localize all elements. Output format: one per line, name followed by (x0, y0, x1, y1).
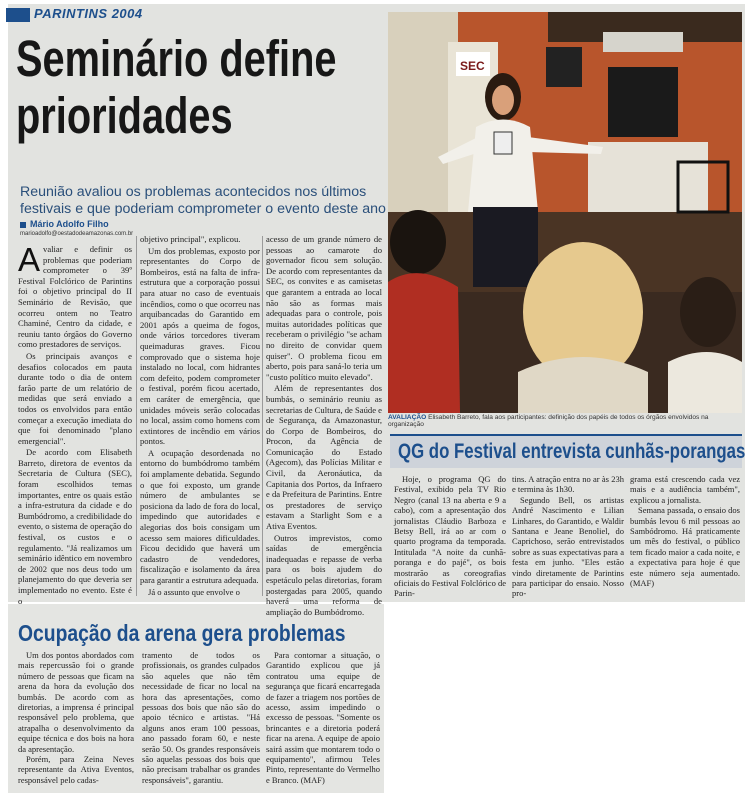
box-column-3 (630, 474, 740, 588)
second-paragraph: tramento de todos os profissionais, os grandes culpados são aqueles que não têm necessidade de ficar no local na hora das apresentações, como pessoas dos bois que não são do apoio técnico e artistas. "Há alguns anos eram 100 pessoas, ano passado foram 60, e neste serão 50. Os grandes responsáveis são aquelas pessoas dos bois que não precisam trabalhar os grandes responsáveis", garantiu. (142, 650, 260, 785)
article-paragraph: Os principais avanços e desafios colocados em pauta durante todo o dia de ontem farão parte de um relatório de medidas que será enviado a todos os envolvidos para então começar a execução imediata do que foi denominado "plano emergencial". (18, 350, 132, 446)
box-column-1 (394, 474, 506, 599)
article-paragraph: Um dos problemas, exposto por representantes do Corpo de Bombeiros, está na falta de infra-estrutura que a corporação possui para atuar no caso de eventuais incêndios, como o que ocorreu nas arquibancadas do Garantido em 2001 após a queima de fogos, onde vários torcedores tiveram queimaduras graves. Ficou comprovado que o sistema hoje instalado no local, com hidrantes com defeito, podem comprometer o festival, porém ficou acertado, em caráter de emergência, que unidades móveis serão colocadas no local, assim como homens com extintores de incêndio em vários pontos. (140, 245, 260, 447)
box-paragraph: Segundo Bell, os artistas André Nascimento e Lilian Linhares, do Garantido, e Waldir Santana e Jeane Benoliel, do Caprichoso, serão entrevistados sobre as suas expectativas para a festa em junho. "Eles estão vindo diretamente de Parintins para participar do ensaio. Nosso pro- (512, 494, 624, 599)
photo-speaker (388, 12, 742, 413)
deck: Reunião avaliou os problemas acontecidos nos últimos festivais e que poderiam comprometer o evento deste ano (20, 184, 386, 217)
box-paragraph: tins. A atração entra no ar às 23h e termina às 1h30. (512, 474, 624, 495)
article-paragraph: Além de representantes dos bumbás, o seminário reuniu as secretarias de Cultura, de Saúde e de Segurança, da Amazonastur, do Corpo de Bombeiros, do Procon, da Agência de Comunicação do Estado (Agecom), das Polícias Militar e Civil, da Aeronáutica, da Capitania dos Portos, da Infraero e da Prefeitura de Parintins. Entre os prestadores de serviço estavam a Starlight Som e a Ativa Eventos. (266, 383, 382, 532)
second-paragraph: Um dos pontos abordados com mais repercussão foi o grande número de pessoas que ficam na arena da hora da evolução dos bumbás. De acordo com as diretorias, a imprensa é principal responsável pelo problema, que atrapalha o desenvolvimento da equipe técnica e dos bois na hora da apresentação. (18, 650, 134, 754)
headline-line-2: prioridades (16, 87, 233, 144)
sign-text: SEC (460, 59, 485, 73)
article-column-3 (266, 234, 382, 618)
caption-text: Elisabeth Barreto, fala aos participantes: definição dos papéis de todos os órgãos envolvidos na organização (388, 414, 709, 428)
box-column-2 (512, 474, 624, 599)
second-column-1 (18, 650, 134, 785)
second-paragraph: Porém, para Zeina Neves representante da Ativa Eventos, responsável pelo cadas- (18, 754, 134, 785)
article-column-1 (18, 241, 132, 607)
author-email: marioadolfo@oestadodeamazonas.com.br (20, 231, 134, 237)
second-headline: Ocupação da arena gera problemas (18, 620, 346, 646)
photo-illustration (388, 12, 742, 413)
box-title: QG do Festival entrevista cunhãs-porangas (398, 440, 746, 463)
article-paragraph: De acordo com Elisabeth Barreto, diretora de eventos da Secretaria de Cultura (SEC), foram escolhidos temas importantes, entre os quais estão a infra-estrutura da cidade e do Bumbódromo, a credibilidade do evento, o sistema de operação do festival, os custos e o regulamento. "Já realizamos um seminário idêntico em novembro de 2002 que nos deus todo um planejamento do que deveria ser implementado no evento. Este é o (18, 447, 132, 606)
article-paragraph: Já o assunto que envolve o (148, 586, 240, 597)
box-paragraph: Semana passada, o ensaio dos bumbás levou 6 mil pessoas ao Sambódromo. Há praticamente um mês do festival, o público tem ficado maior a cada noite, e a expectativa para hoje é que este número seja aumentado. (MAF) (630, 505, 740, 589)
article-paragraph: Outros imprevistos, como saídas de emergência inadequadas e repasse de verba para os bois ajudem do espetáculo pelas diretorias, foram postergadas para 2005, quando haverá uma reforma de ampliação do Bumbódromo. (266, 532, 382, 617)
byline-marker (20, 222, 26, 228)
article-paragraph: objetivo principal", explicou. (140, 234, 241, 244)
dropcap: A (18, 241, 41, 278)
section-bar (6, 8, 30, 22)
second-paragraph: Para contornar a situação, o Garantido explicou que já contratou uma equipe de segurança que ficará encarregada de fazer a triagem nos portões de acesso, assim impedindo o excesso de pessoas. "Somente os brincantes e a diretoria poderá ficar na arena. A equipe de apoio sairá assim que montarem todo o equipamento", afirmou Teles Pinto, representante do Vermelho e Branco. (MAF) (266, 650, 380, 785)
box-paragraph: Hoje, o programa QG do Festival, exibido pela TV Rio Negro (canal 13 na aberta e 9 a cabo), com a apresentação dos jornalistas Cláudio Barboza e Betsy Bell, irá ao ar com o quarto programa da temporada. Intitulada "A noite da cunhã-poranga e do pajé", os bois mostrarão as coreografias oficiais do Festival Folclórico de Parin- (394, 474, 506, 599)
article-column-2 (140, 234, 260, 598)
caption-label: AVALIAÇÃO (388, 414, 427, 421)
column-rule (136, 236, 137, 596)
sidebar-box (386, 428, 744, 604)
second-column-2 (142, 650, 260, 785)
second-column-3 (266, 650, 380, 785)
article-paragraph: acesso de um grande número de pessoas ao camarote do governador ficou sem solução. De acordo com representantes da SEC, os convites e as camisetas que garantem a entrada ao local não são as formas mais adequadas para o controle, pois muitas autoridades políticas que receberam o privilégio "se acham no direito de convidar quem quiser". O problema ficou em aberto, pois para saná-lo teria um "custo político muito elevado". (266, 234, 382, 382)
column-rule (262, 236, 263, 596)
article-paragraph: valiar e definir os problemas que poderiam comprometer o 39º Festival Folclórico de Parintins foi o objetivo principal do II Seminário de Revisão, que ocorreu ontem no Teatro Chaminé, Centro da cidade, e reuniu tanto órgãos do Governo como prestadores de serviços. (18, 244, 132, 350)
headline-line-1: Seminário define (16, 30, 337, 87)
byline: Mário Adolfo Filho (30, 219, 109, 229)
headline (16, 30, 337, 144)
article-paragraph: A ocupação desordenada no entorno do bumbódromo também foi amplamente debatida. Segundo o que foi exposto, um grande número de ambulantes se posiciona da lado de fora do local, impedindo que autoridades e alegorias dos bois consigam um acesso sem maiores dificuldades. Ficou decidido que haverá um cadastro de vendedores, fiscalização e isolamento da área para garantir a estrutura adequada. (140, 447, 260, 585)
section-title: PARINTINS 2004 (34, 6, 143, 21)
box-paragraph: grama está crescendo cada vez mais e a audiência também", explicou a jornalista. (630, 474, 740, 505)
photo-caption (388, 414, 742, 428)
